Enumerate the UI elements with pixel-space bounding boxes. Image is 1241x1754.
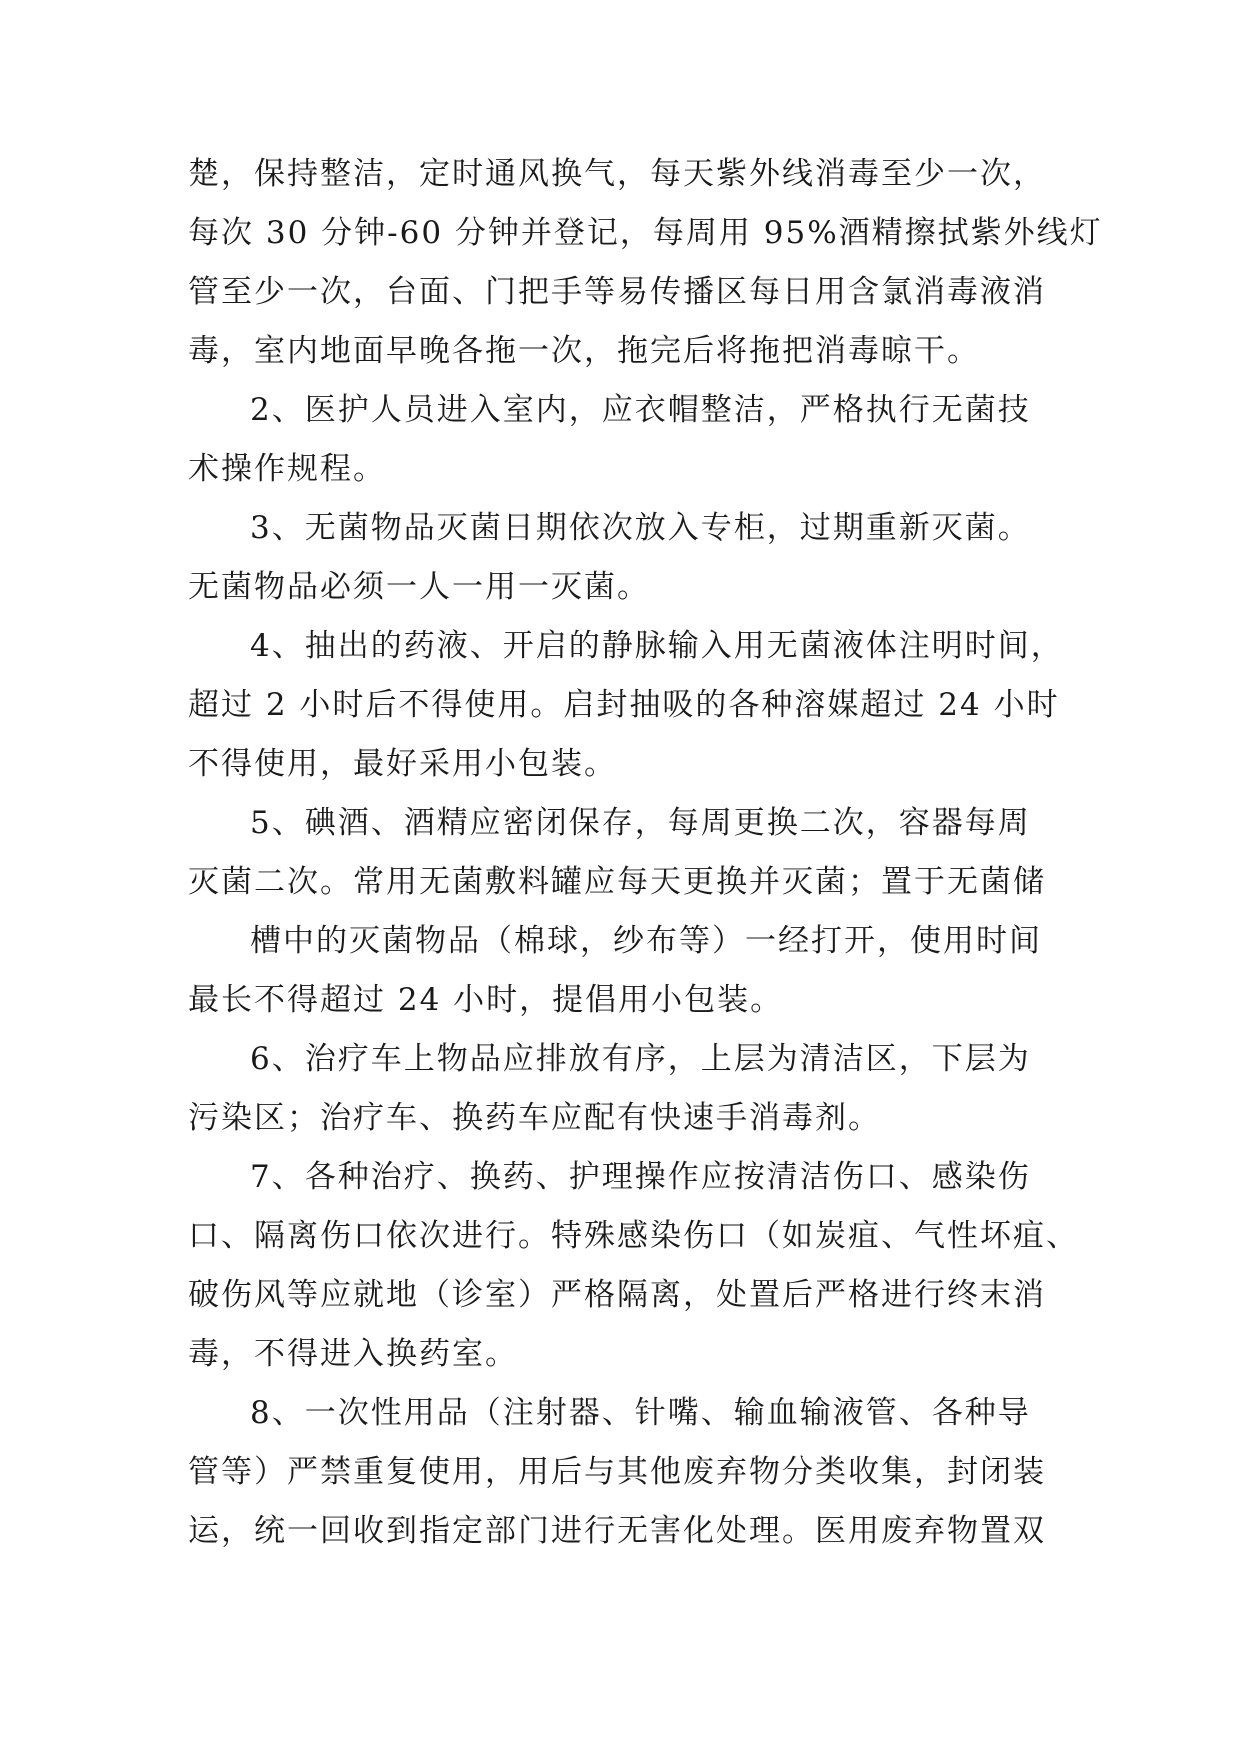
paragraph-6-line: 6、治疗车上物品应排放有序，上层为清洁区，下层为 (250, 1041, 1031, 1077)
text-line: 口、隔离伤口依次进行。特殊感染伤口（如炭疽、气性坏疽、 (188, 1218, 1079, 1254)
text-line: 灭菌二次。常用无菌敷料罐应每天更换并灭菌；置于无菌储 (188, 864, 1046, 900)
text-line: 每次 30 分钟-60 分钟并登记，每周用 95%酒精擦拭紫外线灯 (188, 215, 1103, 251)
text-line: 运，统一回收到指定部门进行无害化处理。医用废弃物置双 (188, 1513, 1046, 1549)
text-line: 管至少一次，台面、门把手等易传播区每日用含氯消毒液消 (188, 274, 1046, 310)
text-line: 槽中的灭菌物品（棉球，纱布等）一经打开，使用时间 (250, 923, 1042, 959)
text-line: 污染区；治疗车、换药车应配有快速手消毒剂。 (188, 1100, 881, 1136)
text-line: 最长不得超过 24 小时，提倡用小包装。 (188, 982, 784, 1018)
text-line: 无菌物品必须一人一用一灭菌。 (188, 569, 650, 605)
text-line: 楚，保持整洁，定时通风换气，每天紫外线消毒至少一次， (188, 156, 1046, 192)
text-line: 毒，室内地面早晚各拖一次，拖完后将拖把消毒晾干。 (188, 333, 980, 369)
text-line: 管等）严禁重复使用，用后与其他废弃物分类收集，封闭装 (188, 1454, 1046, 1490)
text-line: 超过 2 小时后不得使用。启封抽吸的各种溶媒超过 24 小时 (188, 687, 1060, 723)
paragraph-2-line: 2、医护人员进入室内，应衣帽整洁，严格执行无菌技 (250, 392, 1031, 428)
paragraph-4-line: 4、抽出的药液、开启的静脉输入用无菌液体注明时间， (250, 628, 1064, 664)
text-line: 术操作规程。 (188, 451, 386, 487)
text-line: 破伤风等应就地（诊室）严格隔离，处置后严格进行终末消 (188, 1277, 1046, 1313)
text-line: 毒，不得进入换药室。 (188, 1336, 518, 1372)
paragraph-3-line: 3、无菌物品灭菌日期依次放入专柜，过期重新灭菌。 (250, 510, 1031, 546)
paragraph-5-line: 5、碘酒、酒精应密闭保存，每周更换二次，容器每周 (250, 805, 1031, 841)
paragraph-8-line: 8、一次性用品（注射器、针嘴、输血输液管、各种导 (250, 1395, 1031, 1431)
paragraph-7-line: 7、各种治疗、换药、护理操作应按清洁伤口、感染伤 (250, 1159, 1031, 1195)
text-line: 不得使用，最好采用小包装。 (188, 746, 617, 782)
